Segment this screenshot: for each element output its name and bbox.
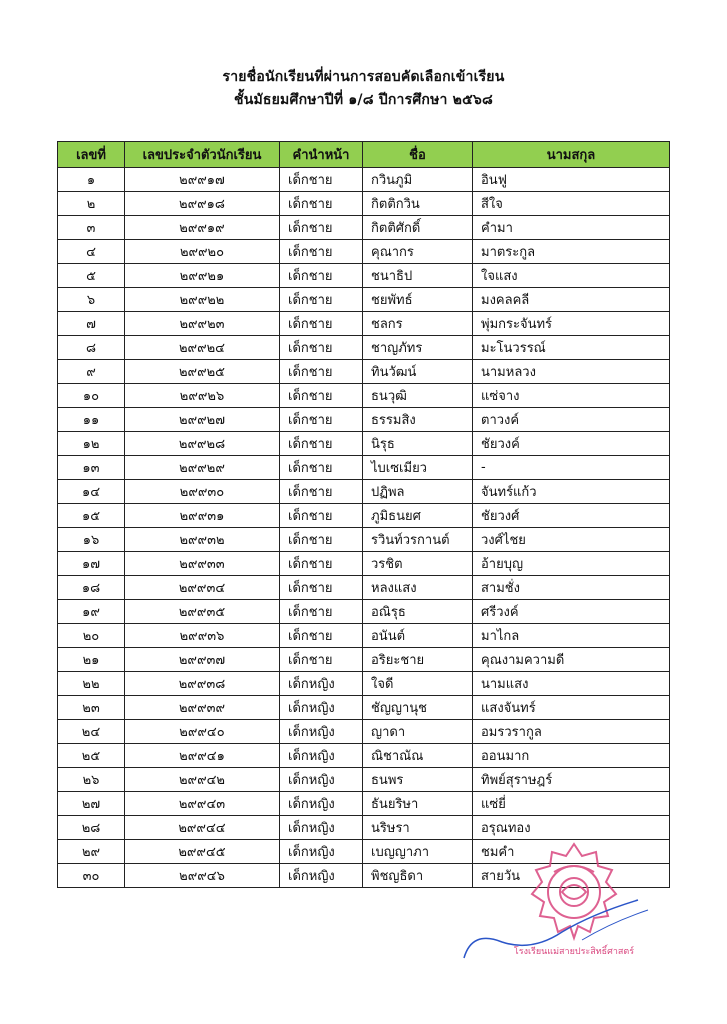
cell-number: ๑๐ [58,384,125,408]
cell-number: ๑๓ [58,456,125,480]
cell-student-id: ๒๙๙๑๗ [125,168,280,192]
cell-first-name: ญาดา [363,720,473,744]
cell-student-id: ๒๙๙๑๙ [125,216,280,240]
col-header-number: เลขที่ [58,142,125,168]
cell-student-id: ๒๙๙๔๒ [125,768,280,792]
table-row [58,672,670,696]
cell-prefix: เด็กชาย [280,600,363,624]
student-list-table [57,141,670,888]
cell-prefix: เด็กหญิง [280,864,363,888]
cell-last-name: พุ่มกระจันทร์ [473,312,670,336]
cell-first-name: ธนพร [363,768,473,792]
col-header-prefix: คำนำหน้า [280,142,363,168]
cell-first-name: เบญญาภา [363,840,473,864]
cell-last-name: อรุณทอง [473,816,670,840]
cell-last-name: วงศ์ไชย [473,528,670,552]
cell-first-name: หลงแสง [363,576,473,600]
cell-first-name: ธันยริษา [363,792,473,816]
cell-student-id: ๒๙๙๓๑ [125,504,280,528]
cell-number: ๔ [58,240,125,264]
table-row [58,192,670,216]
cell-last-name: นามหลวง [473,360,670,384]
cell-last-name: อินฟู [473,168,670,192]
cell-prefix: เด็กชาย [280,216,363,240]
cell-prefix: เด็กหญิง [280,792,363,816]
cell-number: ๙ [58,360,125,384]
cell-number: ๘ [58,336,125,360]
cell-prefix: เด็กชาย [280,264,363,288]
cell-first-name: พิชญธิดา [363,864,473,888]
cell-student-id: ๒๙๙๓๖ [125,624,280,648]
cell-prefix: เด็กชาย [280,432,363,456]
cell-last-name: มะโนวรรณ์ [473,336,670,360]
cell-prefix: เด็กชาย [280,192,363,216]
table-row [58,312,670,336]
cell-number: ๒๔ [58,720,125,744]
cell-last-name: ทิพย์สุราษฎร์ [473,768,670,792]
cell-number: ๒๗ [58,792,125,816]
cell-student-id: ๒๙๙๓๓ [125,552,280,576]
cell-number: ๗ [58,312,125,336]
cell-student-id: ๒๙๙๔๐ [125,720,280,744]
cell-prefix: เด็กชาย [280,504,363,528]
cell-number: ๒๘ [58,816,125,840]
cell-number: ๑๘ [58,576,125,600]
cell-prefix: เด็กหญิง [280,768,363,792]
cell-first-name: ใจดี [363,672,473,696]
cell-prefix: เด็กหญิง [280,720,363,744]
cell-last-name: สีใจ [473,192,670,216]
cell-last-name: อ้ายบุญ [473,552,670,576]
cell-student-id: ๒๙๙๔๑ [125,744,280,768]
cell-prefix: เด็กชาย [280,336,363,360]
cell-number: ๑๒ [58,432,125,456]
cell-first-name: ชยพัทธ์ [363,288,473,312]
cell-last-name: มาไกล [473,624,670,648]
table-row [58,600,670,624]
cell-number: ๑๔ [58,480,125,504]
cell-first-name: อริยะชาย [363,648,473,672]
cell-student-id: ๒๙๙๑๘ [125,192,280,216]
cell-first-name: กิตติกวิน [363,192,473,216]
cell-number: ๒๕ [58,744,125,768]
cell-student-id: ๒๙๙๒๕ [125,360,280,384]
cell-student-id: ๒๙๙๓๘ [125,672,280,696]
col-header-first-name: ชื่อ [363,142,473,168]
cell-student-id: ๒๙๙๔๓ [125,792,280,816]
cell-first-name: ปฏิพล [363,480,473,504]
cell-prefix: เด็กชาย [280,384,363,408]
table-row [58,792,670,816]
col-header-student-id: เลขประจำตัวนักเรียน [125,142,280,168]
cell-prefix: เด็กชาย [280,624,363,648]
table-row [58,432,670,456]
cell-first-name: นริษรา [363,816,473,840]
cell-student-id: ๒๙๙๔๖ [125,864,280,888]
cell-last-name: มาตระกูล [473,240,670,264]
cell-student-id: ๒๙๙๒๐ [125,240,280,264]
cell-last-name: ออนมาก [473,744,670,768]
table-row [58,528,670,552]
cell-last-name: ชัยวงศ์ [473,504,670,528]
cell-last-name: ตาวงค์ [473,408,670,432]
cell-student-id: ๒๙๙๓๙ [125,696,280,720]
cell-prefix: เด็กหญิง [280,840,363,864]
signature-mark [462,870,652,970]
table-row [58,336,670,360]
cell-first-name: ชัญญานุช [363,696,473,720]
cell-first-name: อนันต์ [363,624,473,648]
cell-prefix: เด็กหญิง [280,816,363,840]
table-row [58,816,670,840]
col-header-last-name: นามสกุล [473,142,670,168]
cell-student-id: ๒๙๙๒๙ [125,456,280,480]
cell-last-name: ใจแสง [473,264,670,288]
cell-number: ๒๓ [58,696,125,720]
cell-first-name: ทินวัฒน์ [363,360,473,384]
table-row [58,216,670,240]
cell-last-name: แซ่ยี่ [473,792,670,816]
cell-first-name: คุณากร [363,240,473,264]
table-row [58,384,670,408]
cell-last-name: อมรวรากูล [473,720,670,744]
cell-last-name: จันทร์แก้ว [473,480,670,504]
cell-last-name: ศรีวงค์ [473,600,670,624]
cell-first-name: กิตติศักดิ์ [363,216,473,240]
cell-number: ๓๐ [58,864,125,888]
table-row [58,456,670,480]
cell-prefix: เด็กชาย [280,456,363,480]
cell-number: ๑๕ [58,504,125,528]
table-row [58,720,670,744]
cell-first-name: อณิรุธ [363,600,473,624]
document-title: รายชื่อนักเรียนที่ผ่านการสอบคัดเลือกเข้าเรียน [222,69,505,85]
cell-prefix: เด็กชาย [280,240,363,264]
cell-last-name: ชมคำ [473,840,670,864]
table-row [58,408,670,432]
cell-student-id: ๒๙๙๒๓ [125,312,280,336]
cell-last-name: นามแสง [473,672,670,696]
cell-number: ๒๖ [58,768,125,792]
cell-prefix: เด็กหญิง [280,744,363,768]
cell-last-name: คำมา [473,216,670,240]
table-row [58,648,670,672]
cell-first-name: ชาญภัทร [363,336,473,360]
table-row [58,504,670,528]
cell-first-name: ธนวุฒิ [363,384,473,408]
seal-text: โรงเรียนแม่สายประสิทธิ์ศาสตร์ [513,947,635,957]
table-row [58,168,670,192]
table-row [58,240,670,264]
cell-prefix: เด็กชาย [280,528,363,552]
cell-prefix: เด็กชาย [280,312,363,336]
cell-first-name: ณิชาณัณ [363,744,473,768]
cell-number: ๑๗ [58,552,125,576]
cell-number: ๕ [58,264,125,288]
table-row [58,744,670,768]
table-body [58,168,670,888]
cell-number: ๑ [58,168,125,192]
cell-prefix: เด็กหญิง [280,672,363,696]
cell-student-id: ๒๙๙๒๘ [125,432,280,456]
cell-last-name: คุณงามความดี [473,648,670,672]
table-row [58,264,670,288]
cell-prefix: เด็กชาย [280,552,363,576]
cell-student-id: ๒๙๙๔๔ [125,816,280,840]
cell-first-name: วรชิต [363,552,473,576]
cell-prefix: เด็กชาย [280,168,363,192]
cell-prefix: เด็กชาย [280,288,363,312]
cell-student-id: ๒๙๙๓๔ [125,576,280,600]
table-row [58,360,670,384]
cell-prefix: เด็กชาย [280,480,363,504]
cell-prefix: เด็กชาย [280,576,363,600]
cell-first-name: รวินท์วรกานต์ [363,528,473,552]
cell-prefix: เด็กชาย [280,648,363,672]
cell-student-id: ๒๙๙๔๕ [125,840,280,864]
document-title-block [0,66,727,112]
cell-last-name: สายวัน [473,864,670,888]
cell-student-id: ๒๙๙๓๐ [125,480,280,504]
table-header-row [58,142,670,168]
cell-number: ๒๐ [58,624,125,648]
table-row [58,552,670,576]
cell-number: ๑๙ [58,600,125,624]
cell-last-name: แซ่จาง [473,384,670,408]
cell-student-id: ๒๙๙๒๖ [125,384,280,408]
cell-first-name: กวินภูมิ [363,168,473,192]
cell-last-name: มงคลคลี [473,288,670,312]
cell-prefix: เด็กชาย [280,408,363,432]
document-subtitle: ชั้นมัธยมศึกษาปีที่ ๑/๘ ปีการศึกษา ๒๕๖๘ [234,92,493,108]
cell-prefix: เด็กหญิง [280,696,363,720]
cell-number: ๖ [58,288,125,312]
cell-number: ๒ [58,192,125,216]
cell-student-id: ๒๙๙๒๒ [125,288,280,312]
cell-student-id: ๒๙๙๒๗ [125,408,280,432]
table-row [58,696,670,720]
cell-student-id: ๒๙๙๓๗ [125,648,280,672]
cell-first-name: ภูมิธนยศ [363,504,473,528]
cell-number: ๒๒ [58,672,125,696]
cell-number: ๒๙ [58,840,125,864]
cell-student-id: ๒๙๙๒๑ [125,264,280,288]
cell-last-name: ชัยวงค์ [473,432,670,456]
cell-first-name: นิรุธ [363,432,473,456]
table-row [58,576,670,600]
cell-last-name: - [473,456,670,480]
cell-number: ๑๖ [58,528,125,552]
table-row [58,624,670,648]
cell-number: ๑๑ [58,408,125,432]
cell-first-name: ธรรมสิง [363,408,473,432]
cell-last-name: แสงจันทร์ [473,696,670,720]
cell-number: ๓ [58,216,125,240]
table-row [58,480,670,504]
cell-first-name: ไบเซเมียว [363,456,473,480]
cell-student-id: ๒๙๙๒๔ [125,336,280,360]
cell-number: ๒๑ [58,648,125,672]
table-row [58,768,670,792]
table-row [58,288,670,312]
cell-student-id: ๒๙๙๓๒ [125,528,280,552]
cell-first-name: ชลกร [363,312,473,336]
cell-prefix: เด็กชาย [280,360,363,384]
cell-last-name: สามชั่ง [473,576,670,600]
cell-first-name: ชนาธิป [363,264,473,288]
cell-student-id: ๒๙๙๓๕ [125,600,280,624]
